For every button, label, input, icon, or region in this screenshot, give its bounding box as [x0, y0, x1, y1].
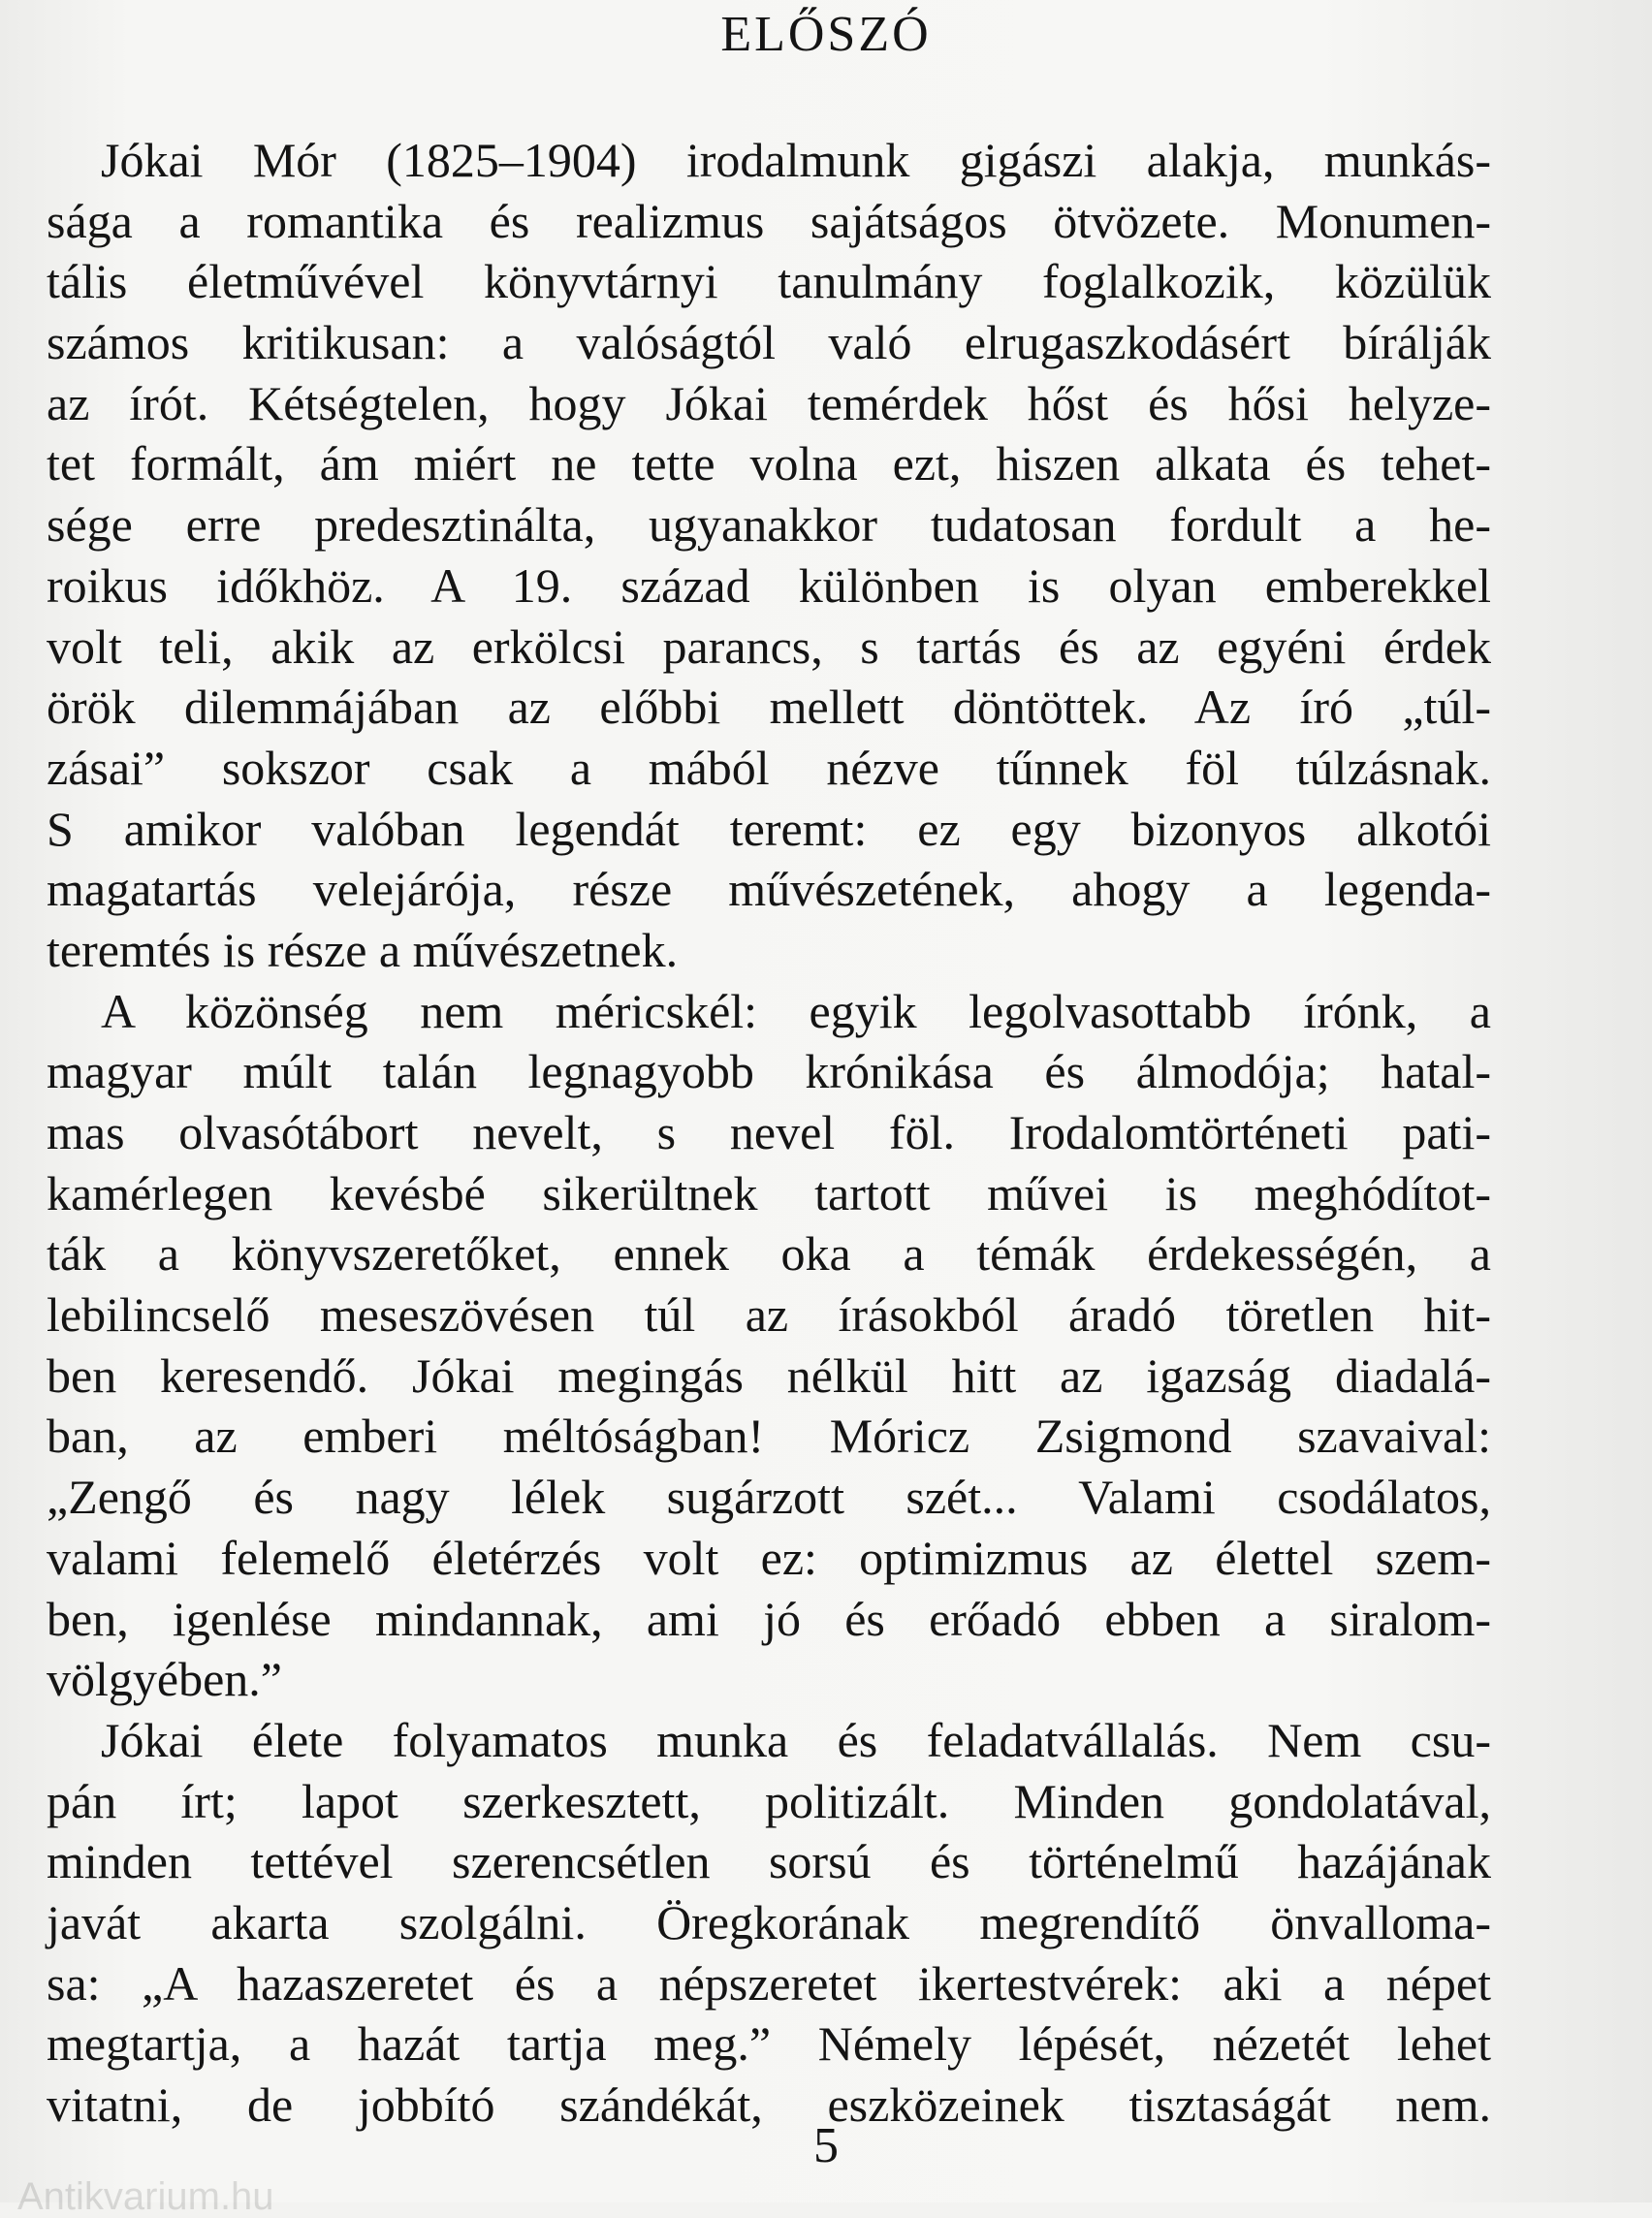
text-line: roikus időkhöz. A 19. század különben is olyan emberekkel: [47, 557, 1491, 613]
text-line: megtartja, a hazát tartja meg.” Némely lépését, nézetét lehet: [47, 2016, 1491, 2072]
text-line: ben keresendő. Jókai megingás nélkül hitt az igazság diadalá-: [47, 1347, 1491, 1403]
text-line: mas olvasótábort nevelt, s nevel föl. Irodalomtörténeti pati-: [47, 1105, 1491, 1159]
text-line: vitatni, de jobbító szándékát, eszközeinek tisztaságát nem.: [47, 2077, 1491, 2132]
text-line: teremtés is része a művészetnek.: [47, 922, 679, 977]
text-line: sága a romantika és realizmus sajátságos ötvözete. Monumen-: [47, 193, 1491, 248]
text-line: minden tettével szerencsétlen sorsú és történelmű hazájának: [47, 1834, 1491, 1889]
text-line: Jókai Mór (1825–1904) irodalmunk gigászi alakja, munkás-: [101, 133, 1491, 187]
text-line: magyar múlt talán legnagyobb krónikása és álmodója; hatal-: [47, 1044, 1491, 1099]
text-line: zásai” sokszor csak a mából nézve tűnnek föl túlzásnak.: [47, 740, 1491, 795]
page-title: ELŐSZÓ: [720, 7, 932, 62]
text-line: kamérlegen kevésbé sikerültnek tartott művei is meghódítot-: [47, 1165, 1491, 1220]
text-line: volt teli, akik az erkölcsi parancs, s tartás és az egyéni érdek: [47, 618, 1491, 674]
text-line: ták a könyvszeretőket, ennek oka a témák érdekességén, a: [47, 1226, 1491, 1282]
text-line: S amikor valóban legendát teremt: ez egy bizonyos alkotói: [47, 801, 1491, 856]
text-line: lebilincselő meseszövésen túl az írásokból áradó töretlen hit-: [47, 1287, 1491, 1343]
text-line: völgyében.”: [47, 1652, 282, 1707]
watermark: Antikvarium.hu: [17, 2175, 274, 2218]
text-line: ben, igenlése mindannak, ami jó és erőadó ebben a siralom-: [47, 1591, 1491, 1646]
text-line: sa: „A hazaszeretet és a népszeretet ikertestvérek: aki a népet: [47, 1955, 1491, 2011]
text-line: javát akarta szolgálni. Öregkorának megrendítő önvalloma-: [47, 1894, 1491, 1949]
text-line: sége erre predesztinálta, ugyanakkor tudatosan fordult a he-: [47, 497, 1491, 553]
page-number: 5: [813, 2118, 839, 2173]
text-line: A közönség nem méricskél: egyik legolvasottabb írónk, a: [101, 983, 1491, 1038]
text-line: örök dilemmájában az előbbi mellett döntöttek. Az író „túl-: [47, 680, 1491, 735]
text-line: „Zengő és nagy lélek sugárzott szét... Valami csodálatos,: [47, 1470, 1491, 1525]
text-line: számos kritikusan: a valóságtól való elrugaszkodásért bírálják: [47, 315, 1491, 370]
text-line: magatartás velejárója, része művészetének, ahogy a legenda-: [47, 862, 1491, 917]
text-line: valami felemelő életérzés volt ez: optimizmus az élettel szem-: [47, 1530, 1491, 1585]
body-text: [47, 130, 1491, 2136]
text-line: pán írt; lapot szerkesztett, politizált. Minden gondolatával,: [47, 1773, 1491, 1828]
text-line: Jókai élete folyamatos munka és feladatvállalás. Nem csu-: [101, 1712, 1491, 1767]
text-line: ban, az emberi méltóságban! Móricz Zsigmond szavaival:: [47, 1409, 1491, 1464]
text-line: tális életművével könyvtárnyi tanulmány foglalkozik, közülük: [47, 254, 1491, 309]
text-line: tet formált, ám miért ne tette volna ezt, hiszen alkata és tehet-: [47, 436, 1491, 491]
text-line: az írót. Kétségtelen, hogy Jókai temérdek hőst és hősi helyze-: [47, 375, 1491, 430]
